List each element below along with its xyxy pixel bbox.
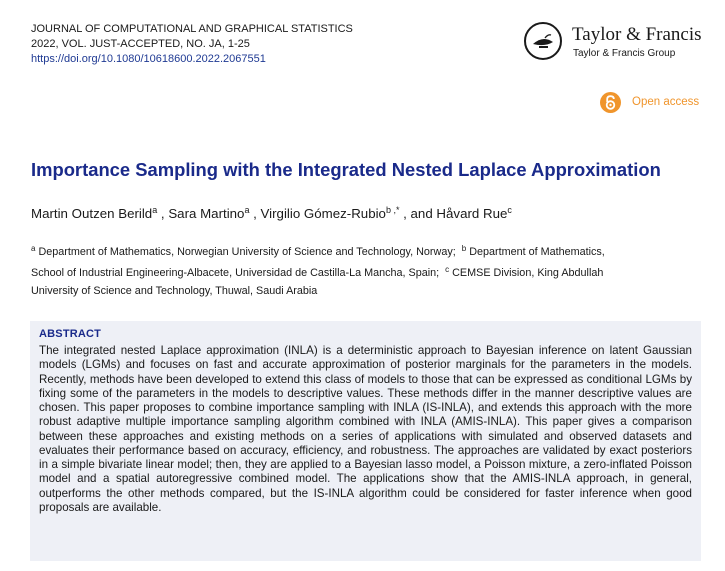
author-name[interactable]: Sara Martino (168, 206, 245, 221)
author-list (31, 200, 512, 224)
author-separator: , (157, 206, 169, 221)
publisher-name: Taylor & Francis (572, 24, 702, 45)
author-affil-mark: b ,* (385, 205, 400, 215)
abstract-heading: ABSTRACT (39, 328, 102, 340)
affil-mark: a (31, 244, 36, 253)
affil-mark: b (461, 244, 467, 253)
author-name[interactable]: Håvard Rue (436, 206, 508, 221)
affiliation-c: CEMSE Division, King Abdullah (452, 267, 604, 280)
author-separator: , and (399, 206, 437, 221)
open-access-badge[interactable] (600, 91, 699, 113)
affiliation-line (31, 261, 701, 282)
publisher-logo[interactable] (524, 18, 714, 66)
affiliation-a: Department of Mathematics, Norwegian University of Science and Technology, Norway; (38, 246, 456, 258)
lamp-icon (524, 22, 562, 60)
affil-mark: c (445, 265, 450, 275)
author-affil-mark: a (244, 205, 250, 215)
doi-link[interactable]: https://doi.org/10.1080/10618600.2022.2067551 (31, 53, 266, 65)
journal-issue: 2022, VOL. JUST-ACCEPTED, NO. JA, 1-25 (31, 38, 250, 50)
affiliation-line (31, 240, 701, 261)
article-title: Importance Sampling with the Integrated Nested Laplace Approximation (31, 159, 661, 180)
abstract-text: The integrated nested Laplace approximation (INLA) is a deterministic approach to Bayesian inference on latent Gaussian models (LGMs) and focuses on fast and accurate approximation of posterior marginals for the parameters in the models. Recently, methods have been developed to extend this class of models to those that can be expressed as conditional LGMs by fixing some of the parameters in the models to descriptive values. These methods differ in the manner descriptive values are chosen. This paper proposes to combine importance sampling with INLA (IS-INLA), and extends this approach with the more robust adaptive multiple importance sampling algorithm combined with INLA (AMIS-INLA). This paper gives a comparison between these approaches and existing methods on a series of applications with simulated and observed datasets and evaluates their performance based on accuracy, efficiency, and robustness. The approaches are validated by exact posteriors in a simple bivariate linear model; then, they are applied to a Bayesian lasso model, a Poisson mixture, a zero-inflated Poisson model and a spatial autoregressive combined model. The applications show that the AMIS-INLA approach, in general, outperforms the other methods compared, but the IS-INLA algorithm could be considered for faster inference when good proposals are available. (39, 344, 692, 514)
affiliation-line (31, 282, 701, 300)
open-access-label: Open access (632, 96, 700, 108)
journal-name: JOURNAL OF COMPUTATIONAL AND GRAPHICAL STATISTICS (31, 23, 353, 35)
open-lock-icon (600, 92, 621, 113)
author-name[interactable]: Virgilio Gómez-Rubio (260, 206, 386, 221)
author-affil-mark: c (507, 205, 512, 215)
affiliation-b: Department of Mathematics, (469, 246, 605, 258)
journal-header (31, 22, 353, 67)
publisher-group: Taylor & Francis Group (573, 48, 676, 59)
author-separator: , (249, 206, 261, 221)
author-affil-mark: a (152, 205, 158, 215)
affiliation-b-cont: School of Industrial Engineering-Albacete, Universidad de Castilla-La Mancha, Spain; (31, 267, 440, 280)
affiliation-c-cont: University of Science and Technology, Thuwal, Saudi Arabia (31, 285, 318, 298)
affiliations (31, 240, 701, 301)
abstract-box (30, 321, 701, 561)
author-name[interactable]: Martin Outzen Berild (31, 206, 153, 221)
